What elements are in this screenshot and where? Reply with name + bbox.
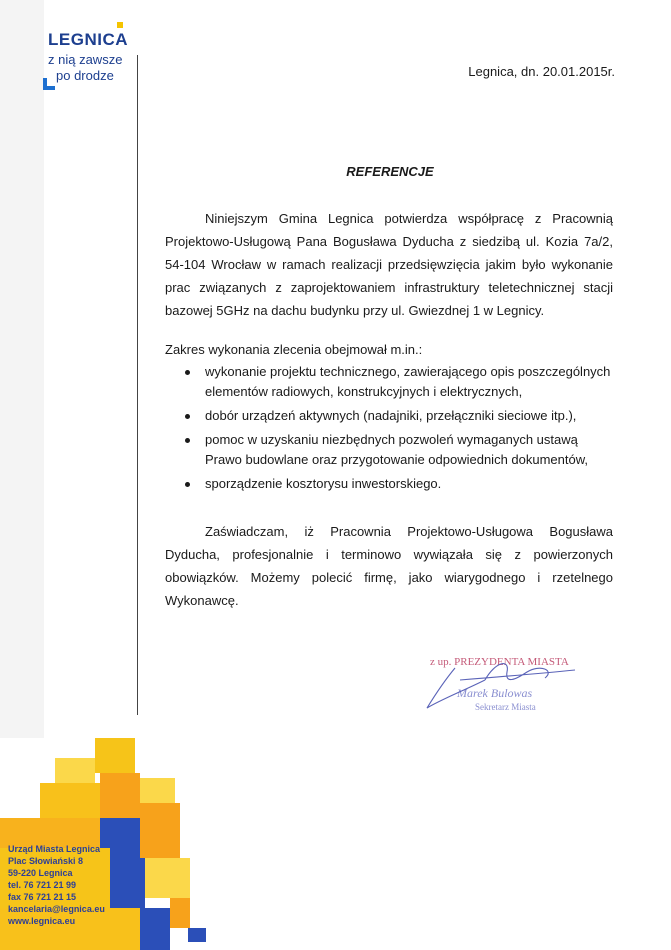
paragraph-line: bazowej 5GHz na dachu budynku przy ul. Gwiezdnej 1 w Legnicy.: [165, 303, 545, 318]
address-email: kancelaria@legnica.eu: [8, 904, 105, 914]
paragraph-line: Projektowo-Usługową Pana Bogusława Dyducha z siedzibą ul. Kozia 7a/2,: [165, 234, 613, 249]
paragraph-recommendation: [165, 520, 613, 612]
paragraph-line: Dyducha, profesjonalnie i terminowo wywiązała się z powierzonych: [165, 547, 613, 562]
paragraph-line: Niniejszym Gmina Legnica potwierdza współpracę z Pracownią: [205, 211, 613, 226]
paragraph-line: prac związanych z zaprojektowaniem infrastruktury teletechnicznej stacji: [165, 280, 613, 295]
stamp-role: Sekretarz Miasta: [475, 702, 536, 712]
paragraph-line: obowiązków. Możemy polecić firmę, jako wiarygodnego i rzetelnego: [165, 570, 613, 585]
paragraph-line: Wykonawcę.: [165, 593, 239, 608]
list-item: pomoc w uzyskaniu niezbędnych pozwoleń wymaganych ustawą Prawo budowlane oraz przygotowanie odpowiednich dokumentów,: [185, 430, 615, 470]
margin-rule: [137, 55, 138, 715]
logo-yellow-square: [117, 22, 123, 28]
stamp-name: Marek Bulowas: [457, 686, 533, 700]
letter-date: Legnica, dn. 20.01.2015r.: [468, 64, 615, 79]
scope-list: [185, 362, 615, 498]
left-margin-band: [0, 0, 44, 760]
office-address: [8, 843, 105, 927]
logo-corner-mark-h: [43, 86, 55, 90]
address-city: 59-220 Legnica: [8, 868, 73, 878]
address-street: Plac Słowiański 8: [8, 856, 84, 866]
address-web: www.legnica.eu: [8, 916, 76, 926]
paragraph-line: 54-104 Wrocław w ramach realizacji przedsięwzięcia jakim było wykonanie: [165, 257, 613, 272]
paragraph-confirmation: [165, 207, 613, 322]
paragraph-line: Zaświadczam, iż Pracownia Projektowo-Usługowa Bogusława: [205, 524, 613, 539]
address-fax: fax 76 721 21 15: [8, 892, 77, 902]
logo-wordmark: LEGNICA: [48, 30, 128, 49]
list-item: dobór urządzeń aktywnych (nadajniki, przełączniki sieciowe itp.),: [185, 406, 615, 426]
handwritten-signature: [415, 650, 615, 730]
logo-tagline-line1: z nią zawsze: [48, 52, 123, 67]
scope-intro: Zakres wykonania zlecenia obejmował m.in.:: [165, 342, 423, 357]
list-item: wykonanie projektu technicznego, zawierającego opis poszczególnych elementów radiowych, konstrukcyjnych i elektrycznych,: [185, 362, 615, 402]
list-item: sporządzenie kosztorysu inwestorskiego.: [185, 474, 615, 494]
address-office: Urząd Miasta Legnica: [8, 844, 101, 854]
letter-title: REFERENCJE: [346, 164, 434, 179]
stamp-title: z up. PREZYDENTA MIASTA: [430, 656, 569, 668]
address-tel: tel. 76 721 21 99: [8, 880, 77, 890]
logo-tagline-line2: po drodze: [56, 68, 114, 83]
